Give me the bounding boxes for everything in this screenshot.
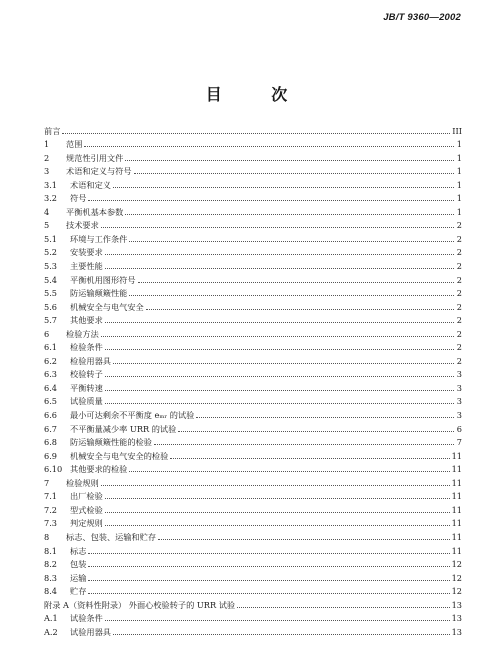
toc-entry-title: 最小可达剩余不平衡度 eₘᵣ 的试验 (70, 410, 195, 421)
toc-entry-number: 8.3 (44, 572, 58, 583)
toc-entry-page: 11 (451, 477, 462, 488)
toc-entry[interactable] (44, 435, 462, 449)
toc-entry-page: 2 (456, 274, 462, 285)
toc-entry-page: 2 (456, 247, 462, 258)
toc-entry-page: 1 (456, 152, 462, 163)
toc-entry[interactable] (44, 489, 462, 503)
toc-entry-title: 检验方法 (66, 328, 99, 339)
toc-entry-page: 11 (451, 450, 462, 461)
toc-entry[interactable] (44, 177, 462, 191)
toc-entry-page: 12 (451, 559, 462, 570)
dot-leader (154, 444, 454, 445)
toc-entry-title: 检验规则 (66, 477, 99, 488)
toc-entry-title: 术语和定义 (70, 179, 111, 190)
toc-entry[interactable] (44, 394, 462, 408)
toc-entry[interactable] (44, 123, 462, 137)
toc-entry-page: 1 (456, 193, 462, 204)
toc-entry-title: 检验用器具 (70, 355, 111, 366)
toc-entry-number: 5 (44, 220, 50, 231)
toc-entry[interactable] (44, 624, 462, 638)
toc-entry[interactable] (44, 340, 462, 354)
toc-entry-number: 5.7 (44, 315, 58, 326)
toc-entry-page: 11 (451, 504, 462, 515)
toc-entry-number: 5.5 (44, 288, 58, 299)
toc-entry-page: 2 (456, 328, 462, 339)
toc-entry-page: 13 (451, 613, 462, 624)
toc-entry-number: 6.7 (44, 423, 58, 434)
toc-entry-title: 机械安全与电气安全的检验 (70, 450, 169, 461)
toc-entry-number: 3.2 (44, 193, 58, 204)
dot-leader (113, 363, 454, 364)
toc-entry[interactable] (44, 191, 462, 205)
toc-entry[interactable] (44, 516, 462, 530)
dot-leader (178, 431, 454, 432)
toc-entry[interactable] (44, 326, 462, 340)
toc-entry-page: 13 (451, 626, 462, 637)
dot-leader (88, 593, 449, 594)
toc-entry-title: 包装 (70, 559, 87, 570)
toc-entry-number: 5.1 (44, 233, 58, 244)
dot-leader (101, 227, 454, 228)
toc-entry-page: 12 (451, 586, 462, 597)
toc-entry-number: 6 (44, 328, 50, 339)
toc-entry-title: 前言 (44, 125, 61, 136)
toc-entry-title: 平衡机基本参数 (66, 206, 124, 217)
toc-entry-title: 平衡转速 (70, 382, 103, 393)
dot-leader (134, 173, 454, 174)
toc-entry-page: 3 (456, 396, 462, 407)
toc-entry-number: 3 (44, 166, 50, 177)
toc-entry[interactable] (44, 597, 462, 611)
toc-entry-number: 4 (44, 206, 50, 217)
toc-entry[interactable] (44, 286, 462, 300)
toc-entry-number: 8.1 (44, 545, 58, 556)
toc-entry[interactable] (44, 407, 462, 421)
dot-leader (105, 525, 450, 526)
dot-leader (105, 376, 454, 377)
toc-entry-title: 平衡机用图形符号 (70, 274, 136, 285)
toc-entry-title: 试验用器具 (70, 626, 111, 637)
standard-code: JB/T 9360—2002 (383, 12, 461, 23)
toc-entry-page: 1 (456, 206, 462, 217)
toc-entry-page: 11 (451, 531, 462, 542)
toc-entry-number: 5.6 (44, 301, 58, 312)
toc-entry-number: 6.1 (44, 342, 58, 353)
toc-entry-page: 3 (456, 410, 462, 421)
dot-leader (101, 336, 454, 337)
toc-entry-number: 6.2 (44, 355, 58, 366)
toc-entry[interactable] (44, 231, 462, 245)
toc-entry[interactable] (44, 353, 462, 367)
toc-entry-title: 贮存 (70, 586, 87, 597)
toc-entry-title: 型式检验 (70, 504, 103, 515)
toc-entry-page: 2 (456, 315, 462, 326)
toc-entry-number: A.2 (44, 626, 58, 637)
toc-entry[interactable] (44, 380, 462, 394)
toc-entry-title: 判定规则 (70, 518, 103, 529)
dot-leader (88, 566, 449, 567)
dot-leader (105, 403, 454, 404)
toc-entry-title: 标志、包装、运输和贮存 (66, 531, 157, 542)
toc-entry-page: 2 (456, 220, 462, 231)
toc-entry-title: 检验条件 (70, 342, 103, 353)
toc-entry-number: 5.4 (44, 274, 58, 285)
toc-entry-page: 2 (456, 301, 462, 312)
toc-entry[interactable] (44, 218, 462, 232)
dot-leader (88, 553, 449, 554)
toc-entry-title: 出厂检验 (70, 491, 103, 502)
toc-entry-title: 试验条件 (70, 613, 103, 624)
toc-entry[interactable] (44, 164, 462, 178)
table-of-contents (44, 123, 462, 638)
toc-entry-number: 6.6 (44, 410, 58, 421)
dot-leader (105, 498, 450, 499)
toc-entry-number: 7.2 (44, 504, 58, 515)
toc-entry[interactable] (44, 313, 462, 327)
dot-leader (105, 512, 450, 513)
toc-entry-page: 13 (451, 599, 462, 610)
toc-entry[interactable] (44, 150, 462, 164)
toc-entry-number: 6.5 (44, 396, 58, 407)
toc-entry-page: 1 (456, 166, 462, 177)
toc-entry-page: 3 (456, 382, 462, 393)
dot-leader (105, 322, 454, 323)
toc-entry[interactable] (44, 462, 462, 476)
toc-entry-number: 5.3 (44, 261, 58, 272)
dot-leader (105, 254, 454, 255)
toc-entry-page: 11 (451, 491, 462, 502)
toc-entry-number: 6.9 (44, 450, 58, 461)
dot-leader (146, 309, 454, 310)
toc-entry-page: 11 (451, 464, 462, 475)
toc-entry[interactable] (44, 448, 462, 462)
toc-entry-title: 标志 (70, 545, 87, 556)
toc-entry-title: 其他要求的检验 (70, 464, 128, 475)
toc-entry[interactable] (44, 204, 462, 218)
toc-entry[interactable] (44, 272, 462, 286)
toc-entry-page: 1 (456, 139, 462, 150)
toc-entry-title: 防运输颠簸性能 (70, 288, 128, 299)
toc-entry-title: 试验质量 (70, 396, 103, 407)
dot-leader (62, 133, 450, 134)
toc-entry-number: A.1 (44, 613, 58, 624)
dot-leader (113, 187, 454, 188)
dot-leader (196, 417, 454, 418)
page-title: 目 次 (205, 85, 310, 104)
toc-entry[interactable] (44, 245, 462, 259)
toc-entry-page: 2 (456, 342, 462, 353)
dot-leader (113, 634, 450, 635)
toc-entry-number: 7.3 (44, 518, 58, 529)
toc-entry-title: 校验转子 (70, 369, 103, 380)
toc-entry-number: 8 (44, 531, 50, 542)
toc-entry-page: 11 (451, 518, 462, 529)
toc-entry-number: 6.8 (44, 437, 58, 448)
toc-entry-number: 6.4 (44, 382, 58, 393)
dot-leader (170, 458, 449, 459)
toc-entry[interactable] (44, 137, 462, 151)
toc-entry-title: 主要性能 (70, 261, 103, 272)
toc-entry-page: 11 (451, 545, 462, 556)
toc-entry-title: 范围 (66, 139, 83, 150)
toc-entry[interactable] (44, 543, 462, 557)
dot-leader (129, 471, 449, 472)
dot-leader (101, 485, 450, 486)
dot-leader (84, 146, 454, 147)
toc-entry-title: 规范性引用文件 (66, 152, 124, 163)
dot-leader (105, 349, 454, 350)
toc-entry-title: 不平衡量减少率 URR 的试验 (70, 423, 177, 434)
toc-entry[interactable] (44, 584, 462, 598)
toc-entry-title: 符号 (70, 193, 87, 204)
toc-entry-page: 12 (451, 572, 462, 583)
toc-entry-page: 2 (456, 233, 462, 244)
toc-entry-page: 2 (456, 288, 462, 299)
toc-entry[interactable] (44, 258, 462, 272)
toc-entry[interactable] (44, 529, 462, 543)
toc-entry-number: 7.1 (44, 491, 58, 502)
toc-entry-page: III (452, 125, 462, 136)
toc-entry-title: 机械安全与电气安全 (70, 301, 144, 312)
toc-entry-number: 8.2 (44, 559, 58, 570)
dot-leader (88, 200, 454, 201)
toc-entry-title: 术语和定义与符号 (66, 166, 132, 177)
toc-entry[interactable] (44, 557, 462, 571)
toc-entry-page: 1 (456, 179, 462, 190)
toc-entry[interactable] (44, 299, 462, 313)
toc-entry-title: 技术要求 (66, 220, 99, 231)
toc-entry-page: 2 (456, 355, 462, 366)
dot-leader (129, 241, 454, 242)
toc-entry[interactable] (44, 502, 462, 516)
dot-leader (129, 295, 454, 296)
dot-leader (237, 607, 449, 608)
toc-entry-page: 6 (456, 423, 462, 434)
dot-leader (138, 282, 454, 283)
dot-leader (105, 268, 454, 269)
toc-entry-title: 附录 A（资料性附录） 外面心校验转子的 URR 试验 (44, 599, 236, 610)
toc-entry[interactable] (44, 475, 462, 489)
toc-entry-number: 8.4 (44, 586, 58, 597)
dot-leader (105, 620, 450, 621)
toc-entry[interactable] (44, 367, 462, 381)
dot-leader (158, 539, 450, 540)
toc-entry-page: 2 (456, 261, 462, 272)
toc-entry[interactable] (44, 611, 462, 625)
dot-leader (125, 214, 454, 215)
toc-entry-title: 安装要求 (70, 247, 103, 258)
toc-entry-title: 防运输颠簸性能的检验 (70, 437, 152, 448)
toc-entry-title: 其他要求 (70, 315, 103, 326)
dot-leader (105, 390, 454, 391)
toc-entry[interactable] (44, 570, 462, 584)
toc-entry[interactable] (44, 421, 462, 435)
toc-entry-title: 运输 (70, 572, 87, 583)
dot-leader (88, 580, 449, 581)
toc-entry-title: 环境与工作条件 (70, 233, 128, 244)
toc-entry-number: 1 (44, 139, 50, 150)
toc-entry-page: 3 (456, 369, 462, 380)
toc-entry-page: 7 (456, 437, 462, 448)
dot-leader (125, 160, 454, 161)
toc-entry-number: 2 (44, 152, 50, 163)
toc-entry-number: 6.3 (44, 369, 58, 380)
toc-entry-number: 6.10 (44, 464, 63, 475)
toc-entry-number: 7 (44, 477, 50, 488)
toc-entry-number: 5.2 (44, 247, 58, 258)
toc-entry-number: 3.1 (44, 179, 58, 190)
